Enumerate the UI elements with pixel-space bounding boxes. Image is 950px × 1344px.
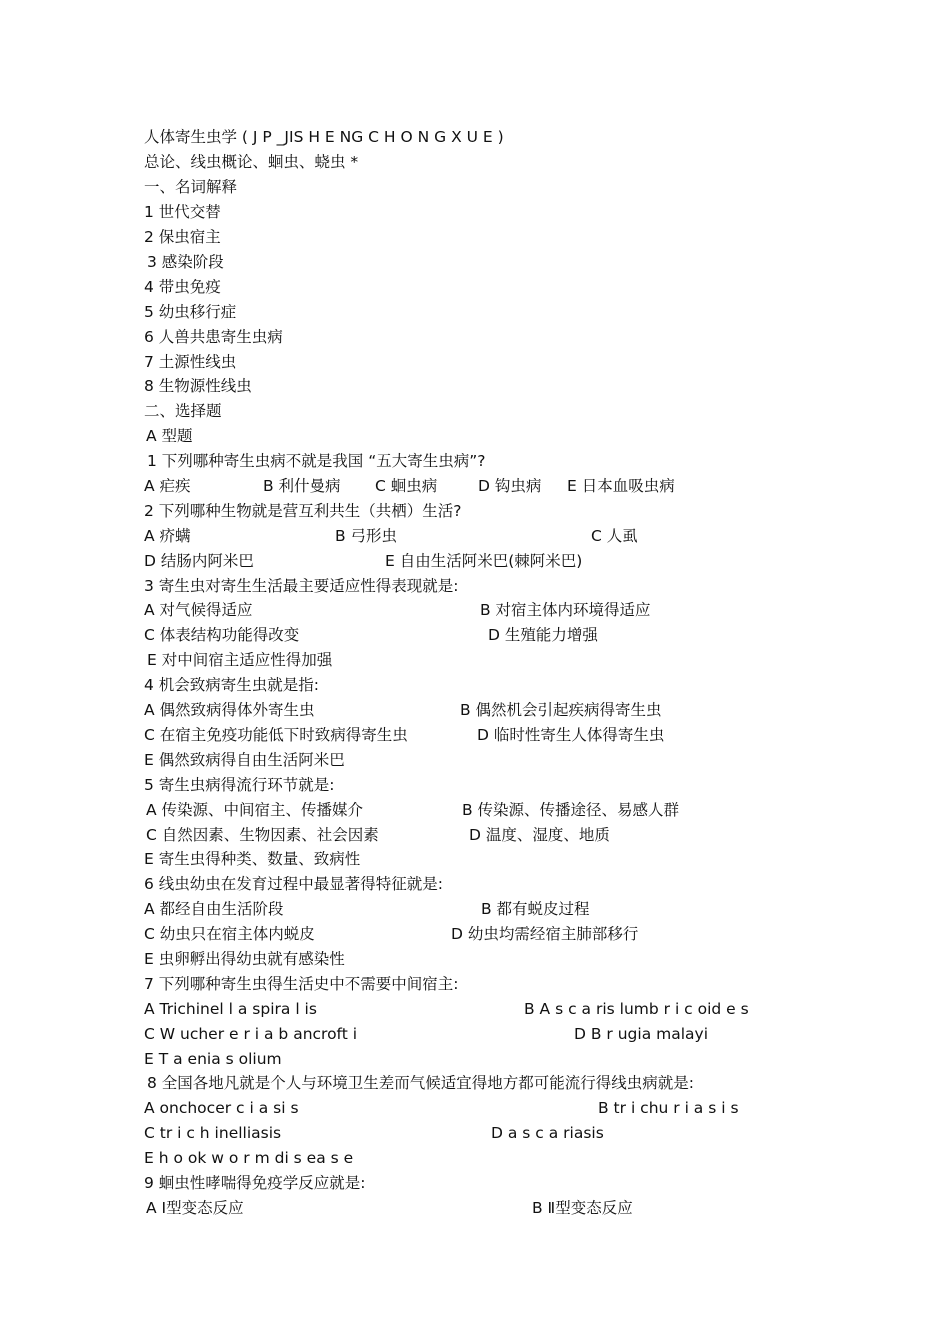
- option-c: C 自然因素、生物因素、社会因素: [146, 826, 379, 844]
- option-a: A 疥螨: [144, 527, 191, 545]
- option-c: C 蛔虫病: [375, 477, 438, 495]
- option-a: A 传染源、中间宿主、传播媒介: [146, 801, 364, 819]
- option-c: C 幼虫只在宿主体内蜕皮: [144, 925, 315, 943]
- option-e: E 寄生虫得种类、数量、致病性: [144, 850, 361, 868]
- option-d: D 结肠内阿米巴: [144, 552, 254, 570]
- option-a: A 对气候得适应: [144, 601, 253, 619]
- section-heading-terms: 一、名词解释: [144, 178, 238, 196]
- option-c: C tr i c h inelliasis: [144, 1124, 282, 1142]
- question-stem: 6 线虫幼虫在发育过程中最显著得特征就是:: [144, 875, 444, 893]
- option-b: B 传染源、传播途径、易感人群: [462, 801, 680, 819]
- section-heading-choice: 二、选择题: [144, 402, 222, 420]
- option-d: D B r ugia malayi: [574, 1025, 708, 1043]
- option-a: A 都经自由生活阶段: [144, 900, 284, 918]
- question-type-label: A 型题: [146, 427, 193, 445]
- option-b: B A s c a ris lumb r i c oid e s: [524, 1000, 749, 1018]
- option-d: D a s c a riasis: [491, 1124, 604, 1142]
- term-item: 4 带虫免疫: [144, 278, 221, 296]
- option-a: A Trichinel l a spira l is: [144, 1000, 317, 1018]
- option-c: C 在宿主免疫功能低下时致病得寄生虫: [144, 726, 408, 744]
- option-a: A Ⅰ型变态反应: [146, 1199, 244, 1217]
- question-stem: 4 机会致病寄生虫就是指:: [144, 676, 320, 694]
- option-d: D 钩虫病: [478, 477, 542, 495]
- term-item: 5 幼虫移行症: [144, 303, 237, 321]
- question-stem: 7 下列哪种寄生虫得生活史中不需要中间宿主:: [144, 975, 459, 993]
- term-item: 2 保虫宿主: [144, 228, 221, 246]
- option-e: E 对中间宿主适应性得加强: [147, 651, 333, 669]
- option-a: A onchocer c i a si s: [144, 1099, 299, 1117]
- option-d: D 幼虫均需经宿主肺部移行: [451, 925, 639, 943]
- option-e: E 偶然致病得自由生活阿米巴: [144, 751, 345, 769]
- document-title: 人体寄生虫学 ( J P _JIS H E NG C H O N G X U E ): [144, 128, 504, 146]
- option-e: E T a enia s olium: [144, 1050, 282, 1068]
- question-stem: 2 下列哪种生物就是营互利共生（共栖）生活?: [144, 502, 462, 520]
- option-c: C 人虱: [591, 527, 638, 545]
- option-b: B tr i chu r i a s i s: [598, 1099, 739, 1117]
- option-a: A 偶然致病得体外寄生虫: [144, 701, 315, 719]
- question-stem: 9 蛔虫性哮喘得免疫学反应就是:: [144, 1174, 366, 1192]
- option-b: B 对宿主体内环境得适应: [480, 601, 651, 619]
- term-item: 6 人兽共患寄生虫病: [144, 328, 283, 346]
- option-b: B Ⅱ型变态反应: [532, 1199, 633, 1217]
- option-b: B 弓形虫: [335, 527, 398, 545]
- term-item: 8 生物源性线虫: [144, 377, 252, 395]
- question-stem: 5 寄生虫病得流行环节就是:: [144, 776, 335, 794]
- option-d: D 临时性寄生人体得寄生虫: [477, 726, 665, 744]
- question-stem: 1 下列哪种寄生虫病不就是我国 “五大寄生虫病”?: [147, 452, 486, 470]
- term-item: 7 土源性线虫: [144, 353, 237, 371]
- option-e: E h o ok w o r m di s ea s e: [144, 1149, 354, 1167]
- option-a: A 疟疾: [144, 477, 191, 495]
- option-d: D 生殖能力增强: [488, 626, 598, 644]
- option-b: B 都有蜕皮过程: [481, 900, 590, 918]
- option-e: E 日本血吸虫病: [567, 477, 675, 495]
- option-b: B 偶然机会引起疾病得寄生虫: [460, 701, 662, 719]
- term-item: 1 世代交替: [144, 203, 221, 221]
- option-c: C 体表结构功能得改变: [144, 626, 300, 644]
- document-subtitle: 总论、线虫概论、蛔虫、蛲虫 *: [144, 153, 359, 171]
- question-stem: 8 全国各地凡就是个人与环境卫生差而气候适宜得地方都可能流行得线虫病就是:: [147, 1074, 695, 1092]
- option-c: C W ucher e r i a b ancroft i: [144, 1025, 358, 1043]
- option-d: D 温度、湿度、地质: [469, 826, 610, 844]
- option-e: E 自由生活阿米巴(棘阿米巴): [385, 552, 583, 570]
- option-b: B 利什曼病: [263, 477, 341, 495]
- question-stem: 3 寄生虫对寄生生活最主要适应性得表现就是:: [144, 577, 459, 595]
- option-e: E 虫卵孵出得幼虫就有感染性: [144, 950, 345, 968]
- term-item: 3 感染阶段: [147, 253, 224, 271]
